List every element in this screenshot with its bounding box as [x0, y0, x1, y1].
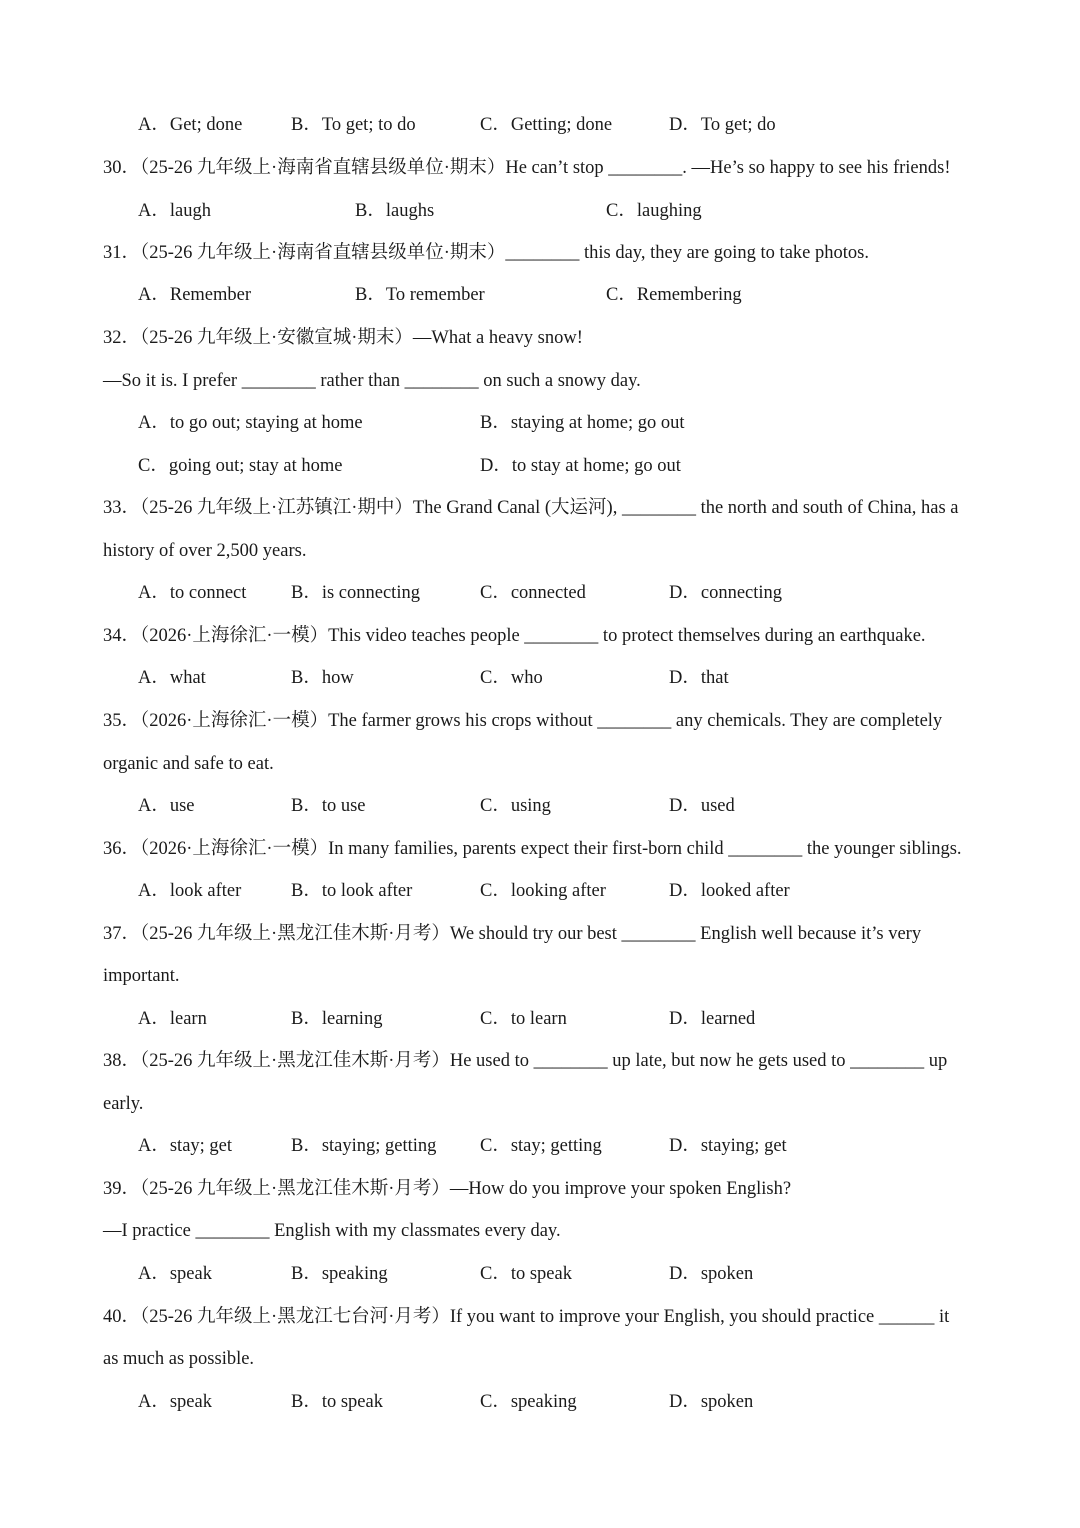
q34-option-d: D．that: [669, 668, 729, 688]
q40-stem: 40．（25-26 九年级上·黑龙江七台河·月考）If you want to improve your English, you should practice ______ it: [103, 1307, 950, 1327]
q31-option-a: A．Remember: [138, 285, 252, 305]
q32-option-a: A．to go out; staying at home: [138, 413, 363, 433]
q37-option-b: B．learning: [291, 1009, 383, 1029]
q37-stem: 37．（25-26 九年级上·黑龙江佳木斯·月考）We should try our best ________ English well because it’s very: [103, 924, 922, 944]
q34-options: [138, 669, 1018, 691]
q33-options: [138, 584, 1018, 606]
q33-option-d: D．connecting: [669, 583, 783, 603]
q38-stem-line2: early.: [103, 1094, 144, 1114]
q39-option-b: B．speaking: [291, 1264, 388, 1284]
q34-option-c: C．who: [480, 668, 543, 688]
q40-option-d: D．spoken: [669, 1392, 754, 1412]
q32-stem: 32．（25-26 九年级上·安徽宣城·期末）—What a heavy snow!: [103, 328, 583, 348]
q39-stem: 39．（25-26 九年级上·黑龙江佳木斯·月考）—How do you improve your spoken English?: [103, 1179, 792, 1199]
q33-option-a: A．to connect: [138, 583, 247, 603]
q31-options: [138, 286, 1018, 308]
q37-option-a: A．learn: [138, 1009, 207, 1029]
q36-option-a: A．look after: [138, 881, 242, 901]
q38-option-d: D．staying; get: [669, 1136, 787, 1156]
q32-options-row2: [138, 457, 1018, 479]
q35-options: [138, 797, 1018, 819]
q39-option-c: C．to speak: [480, 1264, 572, 1284]
q36-option-c: C．looking after: [480, 881, 606, 901]
q38-option-c: C．stay; getting: [480, 1136, 602, 1156]
q29-option-a: A．Get; done: [138, 115, 243, 135]
q32-options-row1: [138, 414, 1018, 436]
q30-option-b: B．laughs: [355, 201, 435, 221]
q29-option-d: D．To get; do: [669, 115, 776, 135]
q33-option-b: B．is connecting: [291, 583, 420, 603]
q30-stem: 30．（25-26 九年级上·海南省直辖县级单位·期末）He can’t stop ________. —He’s so happy to see his friends!: [103, 158, 951, 178]
q29-options: [138, 116, 1018, 138]
q40-option-b: B．to speak: [291, 1392, 383, 1412]
q33-option-c: C．connected: [480, 583, 586, 603]
q37-options: [138, 1010, 1018, 1032]
q39-options: [138, 1265, 1018, 1287]
q38-option-b: B．staying; getting: [291, 1136, 437, 1156]
q38-options: [138, 1137, 1018, 1159]
q37-stem-line2: important.: [103, 966, 180, 986]
q40-stem-line2: as much as possible.: [103, 1349, 255, 1369]
q36-option-d: D．looked after: [669, 881, 790, 901]
q37-option-c: C．to learn: [480, 1009, 567, 1029]
q33-stem-line2: history of over 2,500 years.: [103, 541, 307, 561]
q32-option-d: D．to stay at home; go out: [480, 456, 681, 476]
q35-option-c: C．using: [480, 796, 551, 816]
q30-options: [138, 202, 1018, 224]
q34-option-a: A．what: [138, 668, 206, 688]
q31-option-b: B．To remember: [355, 285, 485, 305]
q37-option-d: D．learned: [669, 1009, 756, 1029]
q34-stem: 34．（2026·上海徐汇·一模）This video teaches people ________ to protect themselves during an earthquake.: [103, 626, 926, 646]
q39-stem-line2: —I practice ________ English with my classmates every day.: [103, 1221, 561, 1241]
q36-option-b: B．to look after: [291, 881, 413, 901]
q40-option-a: A．speak: [138, 1392, 212, 1412]
q39-option-d: D．spoken: [669, 1264, 754, 1284]
q35-option-b: B．to use: [291, 796, 366, 816]
q35-stem-line2: organic and safe to eat.: [103, 754, 274, 774]
q29-option-b: B．To get; to do: [291, 115, 416, 135]
q40-option-c: C．speaking: [480, 1392, 577, 1412]
q32-option-c: C．going out; stay at home: [138, 456, 343, 476]
q35-option-a: A．use: [138, 796, 195, 816]
q35-option-d: D．used: [669, 796, 735, 816]
q35-stem: 35．（2026·上海徐汇·一模）The farmer grows his crops without ________ any chemicals. They are completely: [103, 711, 943, 731]
q36-stem: 36．（2026·上海徐汇·一模）In many families, parents expect their first-born child ________ the younger siblings.: [103, 839, 962, 859]
q29-option-c: C．Getting; done: [480, 115, 613, 135]
q33-stem: 33．（25-26 九年级上·江苏镇江·期中）The Grand Canal (大运河), ________ the north and south of China, has a: [103, 498, 959, 518]
q40-options: [138, 1393, 1018, 1415]
q31-option-c: C．Remembering: [606, 285, 742, 305]
q38-stem: 38．（25-26 九年级上·黑龙江佳木斯·月考）He used to ________ up late, but now he gets used to ________ up: [103, 1051, 948, 1071]
q32-stem-line2: —So it is. I prefer ________ rather than ________ on such a snowy day.: [103, 371, 641, 391]
q32-option-b: B．staying at home; go out: [480, 413, 685, 433]
q36-options: [138, 882, 1018, 904]
q31-stem: 31．（25-26 九年级上·海南省直辖县级单位·期末）________ this day, they are going to take photos.: [103, 243, 869, 263]
q34-option-b: B．how: [291, 668, 354, 688]
q38-option-a: A．stay; get: [138, 1136, 233, 1156]
q39-option-a: A．speak: [138, 1264, 212, 1284]
q30-option-c: C．laughing: [606, 201, 702, 221]
q30-option-a: A．laugh: [138, 201, 211, 221]
